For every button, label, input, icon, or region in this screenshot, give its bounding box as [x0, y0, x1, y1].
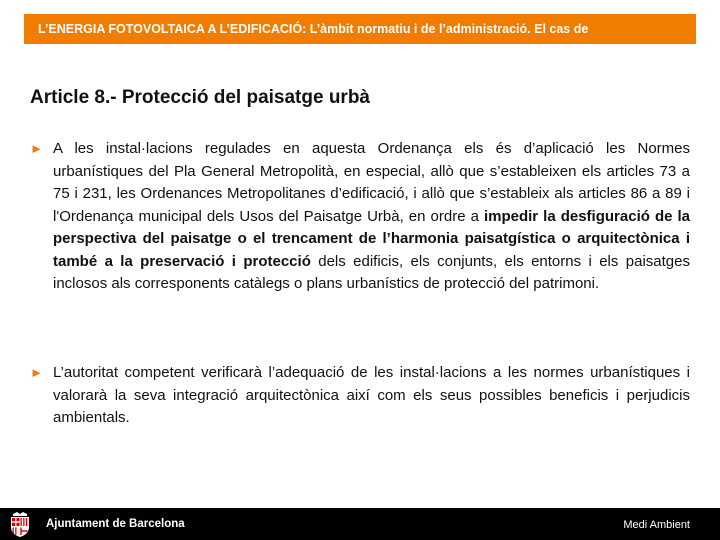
bullet-1-text-start: A les instal·lacions regulades en aquesta Ordenança els és d’aplicació les Normes urbanístiques del Pla General Metropolità, en especial, allò que s’estableixen els articles 73 a 75 i 231, les Ordenances Metropolitanes d’edificació, i allò que s’estableix als articles 86 a 89 i l'Ordenança municipal dels Usos del Paisatge Urbà, en ordre a — [53, 140, 690, 225]
bullet-text-2: L’autoritat competent verificarà l’adequació de les instal·lacions a les normes urbanístiques i valorarà la seva integració arquitectònica així com els seus possibles beneficis i perjudicis ambientals. — [53, 364, 690, 426]
bullet-1-bold-text: impedir la desfiguració de la perspectiva del paisatge o el trencament de l’harmonia paisatgística o arquitectònica i també a la preservació i protecció — [53, 207, 690, 270]
header-title: L’ENERGIA FOTOVOLTAICA A L’EDIFICACIÓ: L’àmbit normatiu i de l’administració. El cas de — [38, 22, 589, 36]
barcelona-coat-of-arms-icon — [8, 512, 32, 538]
bullet-text-1 — [53, 138, 690, 296]
bullet-arrow-icon: ► — [30, 141, 43, 156]
header-bar — [24, 14, 696, 44]
bullet-arrow-icon: ► — [30, 365, 43, 380]
footer-department-name: Medi Ambient — [623, 519, 690, 531]
bullet-1-text-end: dels edificis, els conjunts, els entorns i els paisatges inclosos als corresponents catàlegs o plans urbanístics de protecció del patrimoni. — [53, 252, 690, 292]
footer-organization-name: Ajuntament de Barcelona — [46, 518, 185, 530]
footer-bar — [0, 508, 720, 540]
article-title: Article 8.- Protecció del paisatge urbà — [30, 87, 370, 108]
